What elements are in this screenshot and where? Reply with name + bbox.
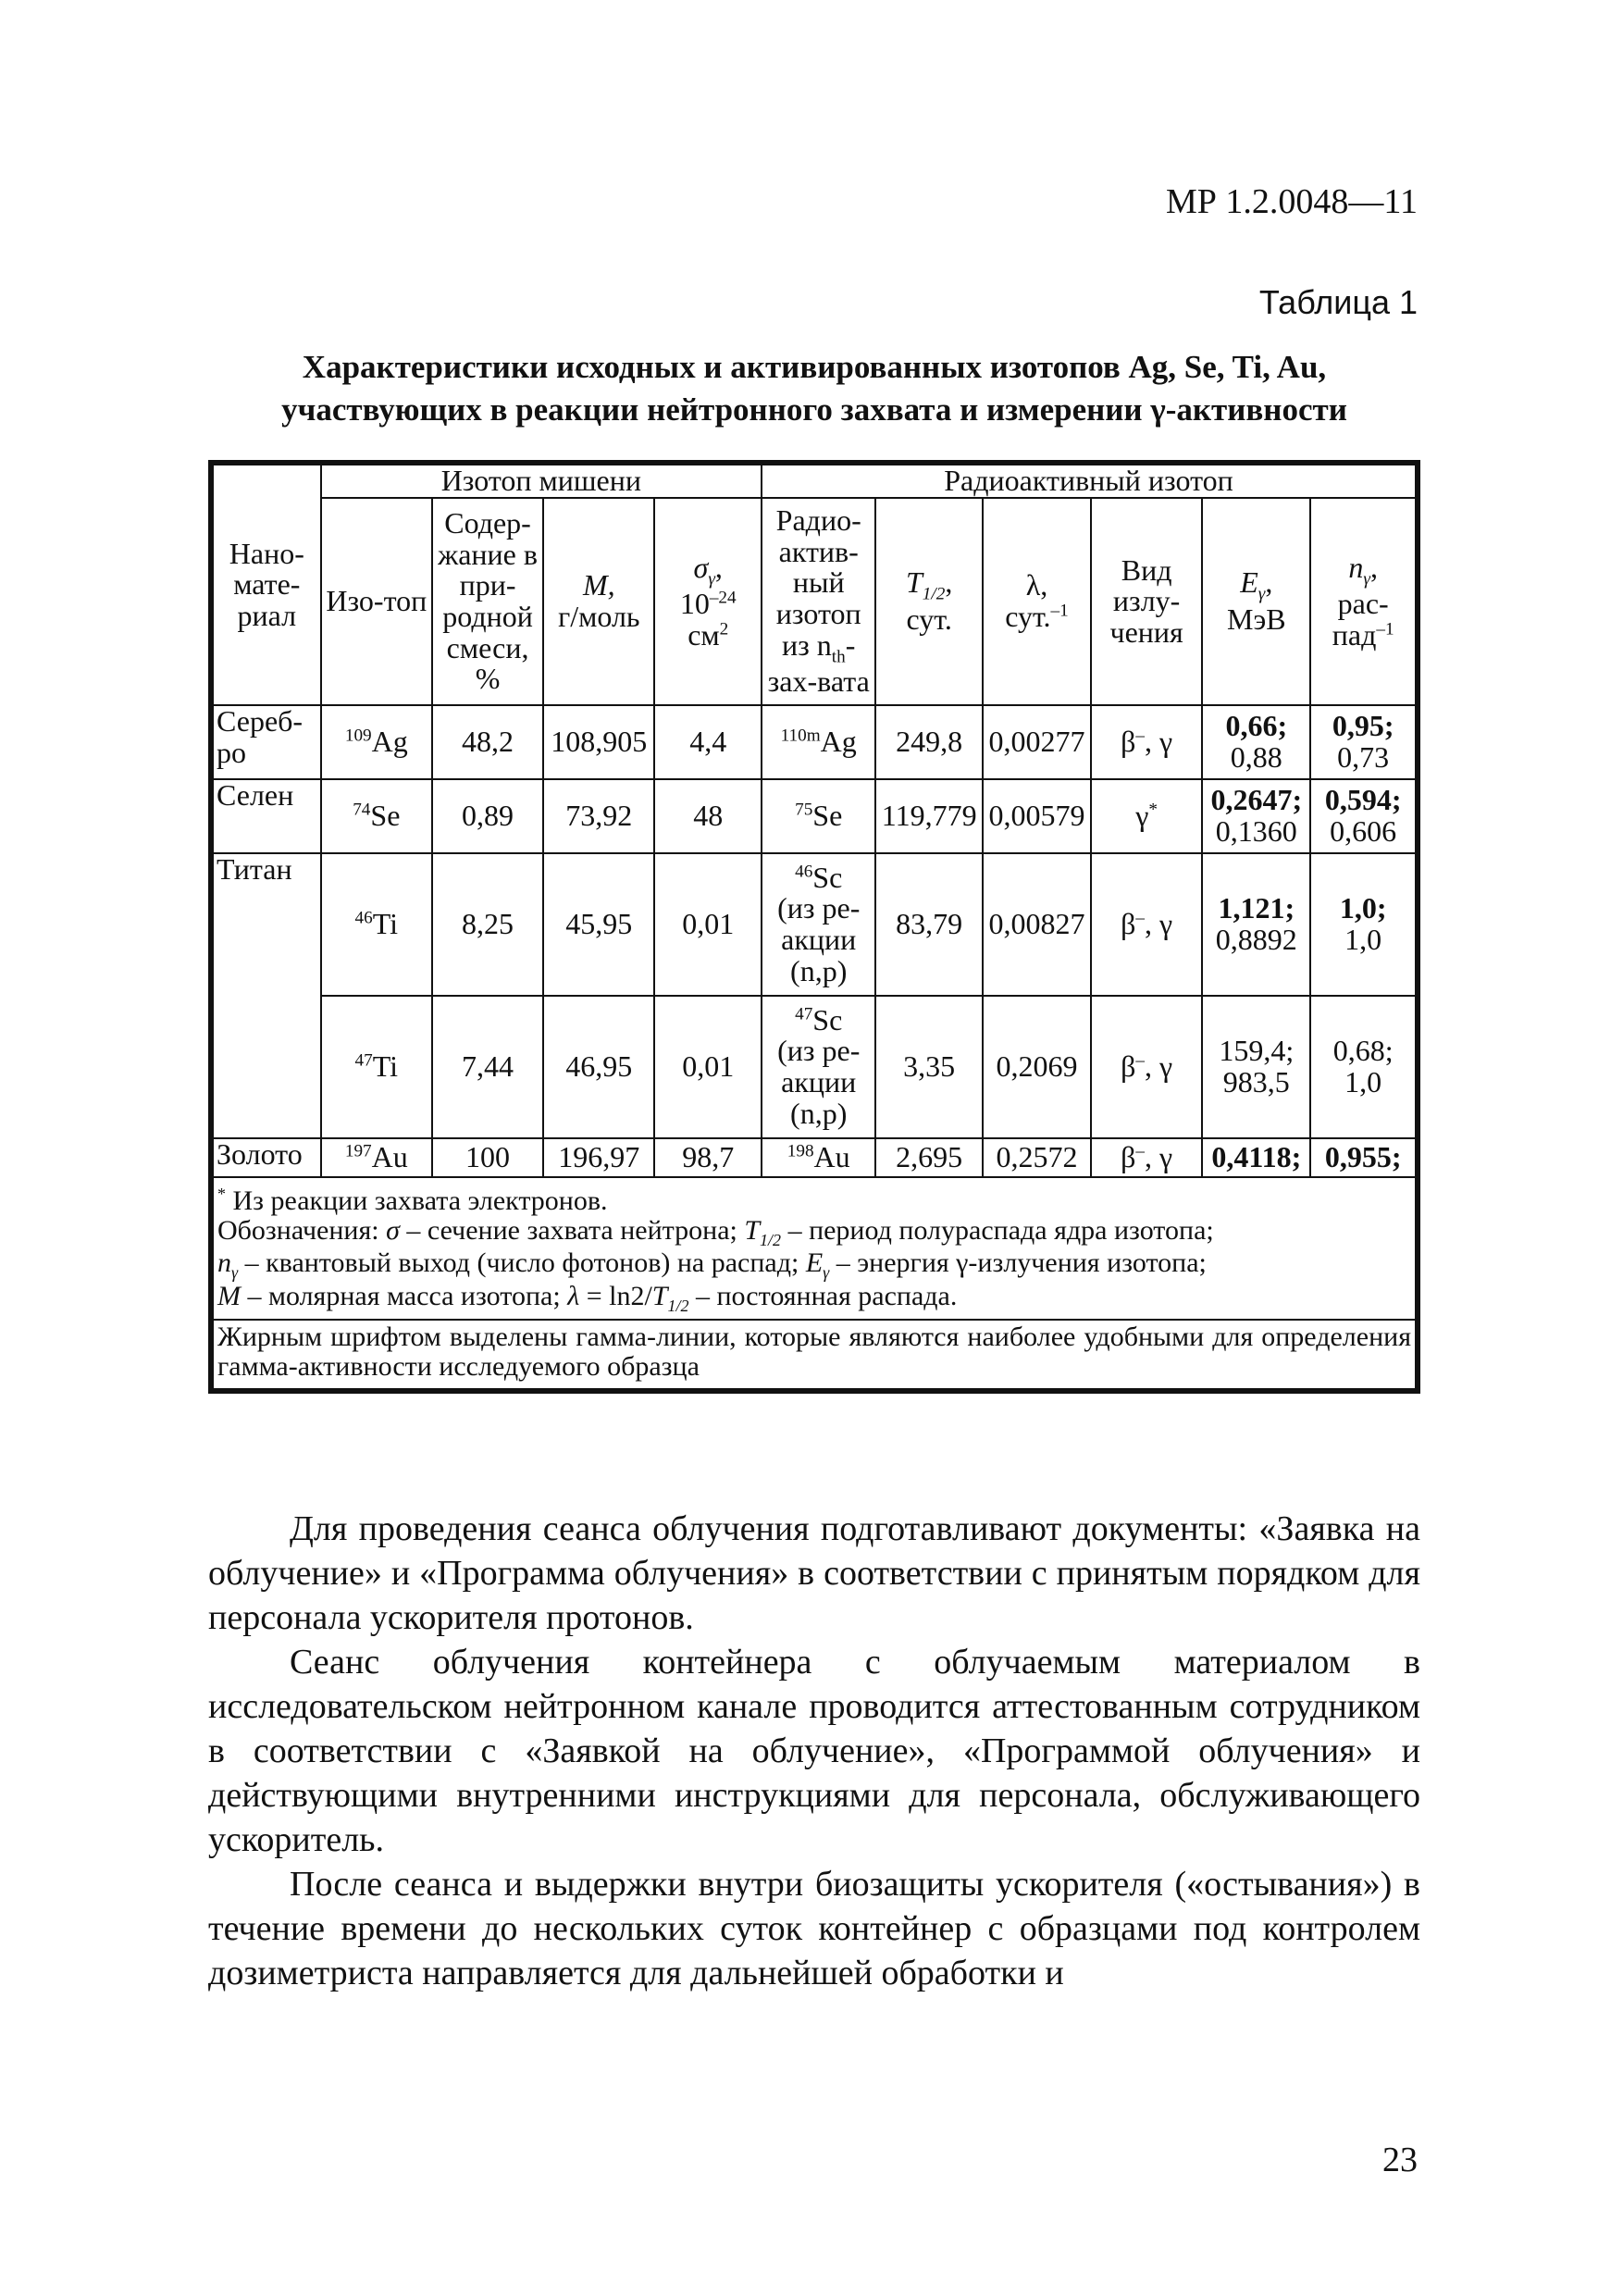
cell-emission <box>1091 1138 1202 1177</box>
yield-main: 1,0; <box>1339 891 1387 925</box>
sigma-sub: γ <box>708 569 715 590</box>
energy-main: 0,2647; <box>1210 783 1303 817</box>
cell-sigma: 0,01 <box>654 996 762 1138</box>
cell-energy <box>1202 779 1310 853</box>
emission-beta: β <box>1121 1049 1136 1084</box>
isotope-element: Ti <box>372 907 399 941</box>
isotope-mass: 109 <box>344 726 372 746</box>
cell-molar: 196,97 <box>543 1138 654 1177</box>
table-row-selenium <box>211 779 1418 853</box>
radio-isotope-mass: 198 <box>787 1141 814 1161</box>
emission-sup: – <box>1135 908 1145 928</box>
isotope-mass: 197 <box>344 1141 372 1161</box>
cell-energy <box>1202 705 1310 779</box>
cell-yield <box>1310 705 1418 779</box>
emission-tail: , γ <box>1144 1049 1173 1084</box>
cell-content: 100 <box>432 1138 543 1177</box>
radio-isotope-n: n <box>816 627 832 662</box>
energy-symbol: E <box>1240 565 1258 600</box>
sigma-symbol: σ <box>693 550 709 584</box>
legend-sub: 1/2 <box>760 1230 782 1249</box>
cell-emission <box>1091 779 1202 853</box>
sigma-factor: 10 <box>679 587 710 621</box>
paragraph-1: Для проведения сеанса облучения подготавливают документы: «Заявка на облучение» и «Программа облучения» в соответствии с принятым порядком для персонала ускорителя протонов. <box>208 1509 1420 1637</box>
isotope-element: Au <box>371 1140 408 1174</box>
energy-secondary: 0,1360 <box>1215 814 1297 848</box>
radio-isotope-note: (из ре-акции (n,p) <box>777 891 861 987</box>
half-life-sub: 1/2 <box>922 584 946 604</box>
legend-sub: 1/2 <box>667 1297 689 1316</box>
table-row-titanium-47 <box>211 996 1418 1138</box>
body-text <box>208 1507 1420 1995</box>
energy-main: 0,66; <box>1225 709 1288 743</box>
emission-tail: , γ <box>1144 907 1173 941</box>
group-header-radioactive: Радиоактивный изотоп <box>762 463 1418 498</box>
emission-beta: β <box>1121 907 1136 941</box>
emission-sup: * <box>1148 800 1158 820</box>
cell-isotope <box>321 853 432 996</box>
energy-line-1: 159,4; <box>1219 1034 1295 1068</box>
radio-isotope-element: Ag <box>820 725 857 759</box>
emission-sup: – <box>1135 1141 1145 1161</box>
cell-sigma: 4,4 <box>654 705 762 779</box>
cell-sigma: 48 <box>654 779 762 853</box>
energy-secondary: 0,88 <box>1230 740 1282 774</box>
cell-radio-isotope <box>762 1138 875 1177</box>
cell-emission <box>1091 996 1202 1138</box>
cell-emission <box>1091 853 1202 996</box>
emission-gamma: γ <box>1135 799 1149 833</box>
emission-sup: – <box>1135 726 1145 746</box>
legend-symbol: T <box>744 1214 761 1246</box>
isotope-mass: 46 <box>354 908 373 928</box>
energy-secondary: 0,8892 <box>1215 923 1297 956</box>
cell-material: Золото <box>211 1138 321 1177</box>
cell-half-life: 249,8 <box>875 705 983 779</box>
cell-half-life: 3,35 <box>875 996 983 1138</box>
cell-half-life: 83,79 <box>875 853 983 996</box>
col-header-lambda <box>983 498 1091 705</box>
yield-secondary: 0,73 <box>1337 740 1390 774</box>
notes-divider <box>214 1319 1415 1321</box>
caption-line-2: участвующих в реакции нейтронного захвата и измерении γ-активности <box>281 391 1347 428</box>
cell-content: 8,25 <box>432 853 543 996</box>
footnote-mark: * <box>217 1185 226 1203</box>
cell-half-life: 119,779 <box>875 779 983 853</box>
group-header-target: Изотоп мишени <box>321 463 762 498</box>
cell-radio-isotope <box>762 705 875 779</box>
paragraph-2: Сеанс облучения контейнера с облучаемым материалом в исследовательском нейтронном канале проводится аттестованным сотрудником в соответствии с «Заявкой на облучение», «Программой облучения» и действующими внутренними инструкциями для персонала, обслуживающего ускоритель. <box>208 1643 1420 1859</box>
radio-isotope-mass: 75 <box>795 800 813 820</box>
sigma-exp: –24 <box>709 588 737 608</box>
col-header-nanomaterial: Нано-мате-риал <box>211 463 321 705</box>
paragraph-3: После сеанса и выдержки внутри биозащиты ускорителя («остывания») в течение времени до нескольких суток контейнер с образцами под контролем дозиметриста направляется для дальнейшей обработки и <box>208 1865 1420 1992</box>
cell-energy <box>1202 853 1310 996</box>
cell-radio-isotope <box>762 779 875 853</box>
lambda-exp: –1 <box>1050 601 1069 621</box>
table-caption <box>208 346 1420 431</box>
emission-beta: β <box>1121 1140 1136 1174</box>
radio-isotope-element: Au <box>813 1140 850 1174</box>
yield-line-1: 0,68; <box>1332 1034 1394 1068</box>
lambda-unit: сут. <box>1005 600 1051 633</box>
cell-lambda: 0,00827 <box>983 853 1091 996</box>
radio-isotope-element: Sc <box>812 1002 843 1036</box>
footnote-text: Из реакции захвата электронов. <box>232 1185 608 1216</box>
cell-material: Селен <box>211 779 321 853</box>
header-row-groups <box>211 463 1418 498</box>
cell-isotope <box>321 779 432 853</box>
energy-line-2: 983,5 <box>1222 1065 1290 1098</box>
radio-isotope-element: Se <box>812 799 843 833</box>
legend-sub: γ <box>231 1263 239 1283</box>
yield-symbol: n <box>1348 550 1364 584</box>
legend-text: – энергия γ-излучения изотопа; <box>829 1247 1207 1279</box>
legend-line-1 <box>217 1216 1411 1249</box>
radio-isotope-mass: 47 <box>795 1004 813 1024</box>
radio-isotope-post: -зах-вата <box>767 627 870 699</box>
cell-radio-isotope <box>762 853 875 996</box>
legend-line-2 <box>217 1248 1411 1282</box>
yield-sub: γ <box>1363 569 1370 590</box>
legend-symbol: M <box>217 1281 241 1312</box>
legend-text: – постоянная распада. <box>688 1281 958 1312</box>
cell-emission <box>1091 705 1202 779</box>
legend-symbol: T <box>651 1281 668 1312</box>
lambda-symbol: λ, <box>1025 568 1048 602</box>
cell-molar: 73,92 <box>543 779 654 853</box>
isotope-element: Ti <box>372 1049 399 1084</box>
cell-content: 7,44 <box>432 996 543 1138</box>
legend-symbol: E <box>805 1247 824 1279</box>
emission-tail: , γ <box>1144 1140 1173 1174</box>
legend-text: = ln2/ <box>579 1281 652 1312</box>
legend-symbol: λ <box>567 1281 580 1312</box>
table-row-titanium-46 <box>211 853 1418 996</box>
sigma-unit-exp: 2 <box>719 619 729 639</box>
yield-line-2: 1,0 <box>1344 1065 1382 1098</box>
yield-exp: –1 <box>1376 619 1394 639</box>
legend-text: – квантовый выход (число фотонов) на распад; <box>238 1247 806 1279</box>
cell-energy <box>1202 1138 1310 1177</box>
legend-symbol: σ <box>386 1214 400 1246</box>
bold-lines-note: Жирным шрифтом выделены гамма-линии, которые являются наиболее удобными для определения гамма-активности исследуемого образца <box>217 1322 1411 1382</box>
yield-main: 0,95; <box>1332 709 1394 743</box>
footnote <box>217 1185 1411 1216</box>
cell-yield <box>1310 853 1418 996</box>
col-header-molar-mass <box>543 498 654 705</box>
yield-main: 0,594; <box>1324 783 1402 817</box>
cell-isotope <box>321 1138 432 1177</box>
cell-yield <box>1310 779 1418 853</box>
legend-line-3 <box>217 1282 1411 1315</box>
isotope-mass: 74 <box>353 800 371 820</box>
molar-symbol: M, <box>582 568 615 602</box>
table-number: Таблица 1 <box>1258 283 1418 321</box>
emission-sup: – <box>1135 1050 1145 1071</box>
cell-content: 0,89 <box>432 779 543 853</box>
cell-molar: 46,95 <box>543 996 654 1138</box>
energy-unit: МэВ <box>1227 602 1286 636</box>
legend-sub: γ <box>823 1263 830 1283</box>
col-header-radio-isotope <box>762 498 875 705</box>
isotope-mass: 47 <box>354 1050 373 1071</box>
document-code: МР 1.2.0048—11 <box>1165 182 1418 221</box>
energy-main: 1,121; <box>1218 891 1295 925</box>
cell-sigma: 0,01 <box>654 853 762 996</box>
header-row-columns <box>211 498 1418 705</box>
cell-energy <box>1202 996 1310 1138</box>
half-life-unit: сут. <box>906 602 952 636</box>
col-header-isotope: Изо-топ <box>321 498 432 705</box>
radio-isotope-mass: 46 <box>795 862 813 882</box>
cell-isotope <box>321 996 432 1138</box>
table-notes-row <box>211 1177 1418 1391</box>
table-row-gold <box>211 1138 1418 1177</box>
radio-isotope-pre: Радио-актив-ный изотоп из <box>775 503 861 662</box>
table-notes <box>211 1177 1418 1391</box>
cell-sigma: 98,7 <box>654 1138 762 1177</box>
yield-secondary: 1,0 <box>1344 923 1382 956</box>
cell-lambda: 0,00579 <box>983 779 1091 853</box>
legend-text: – период полураспада ядра изотопа; <box>781 1214 1214 1246</box>
legend-text: Обозначения: <box>217 1214 387 1246</box>
cell-half-life: 2,695 <box>875 1138 983 1177</box>
cell-isotope <box>321 705 432 779</box>
col-header-content: Содер-жание в при-родной смеси, % <box>432 498 543 705</box>
radio-isotope-note: (из ре-акции (n,p) <box>777 1034 861 1130</box>
emission-beta: β <box>1121 725 1136 759</box>
cell-lambda: 0,2069 <box>983 996 1091 1138</box>
cell-yield <box>1310 996 1418 1138</box>
cell-molar: 108,905 <box>543 705 654 779</box>
isotope-element: Se <box>370 799 401 833</box>
emission-tail: , γ <box>1144 725 1173 759</box>
cell-content: 48,2 <box>432 705 543 779</box>
yield-main: 0,955; <box>1324 1140 1402 1174</box>
legend-text: – сечение захвата нейтрона; <box>399 1214 745 1246</box>
cell-radio-isotope <box>762 996 875 1138</box>
cell-lambda: 0,00277 <box>983 705 1091 779</box>
col-header-sigma: $\sigma_\gamma$, $10^{-24}$ $см^2$ <box>654 498 762 705</box>
table-row-silver <box>211 705 1418 779</box>
page-number: 23 <box>1382 2141 1418 2179</box>
col-header-half-life: $T_{1/2}$, сут. <box>875 498 983 705</box>
energy-main: 0,4118; <box>1211 1140 1302 1174</box>
isotope-element: Ag <box>371 725 408 759</box>
legend-symbol: n <box>217 1247 231 1279</box>
caption-line-1: Характеристики исходных и активированных изотопов Ag, Se, Ti, Au, <box>302 349 1327 385</box>
cell-molar: 45,95 <box>543 853 654 996</box>
col-header-energy: $E_\gamma$, МэВ <box>1202 498 1310 705</box>
radio-isotope-mass: 110m <box>780 726 821 746</box>
legend-text: – молярная масса изотопа; <box>241 1281 568 1312</box>
radio-isotope-n-sub: th <box>831 647 846 666</box>
yield-unit: рас-пад <box>1332 587 1389 652</box>
yield-secondary: 0,606 <box>1330 814 1397 848</box>
cell-lambda: 0,2572 <box>983 1138 1091 1177</box>
col-header-yield: $n_\gamma$, рас-пад$^{-1}$ <box>1310 498 1418 705</box>
cell-yield <box>1310 1138 1418 1177</box>
col-header-emission: Вид излу-чения <box>1091 498 1202 705</box>
radio-isotope-element: Sc <box>812 860 843 894</box>
molar-unit: г/моль <box>558 600 640 633</box>
cell-material: Сереб-ро <box>211 705 321 779</box>
half-life-symbol: T <box>906 565 923 600</box>
sigma-unit: см <box>688 617 720 652</box>
energy-sub: γ <box>1258 584 1266 604</box>
isotope-table <box>208 460 1420 1394</box>
cell-material: Титан <box>211 853 321 1138</box>
